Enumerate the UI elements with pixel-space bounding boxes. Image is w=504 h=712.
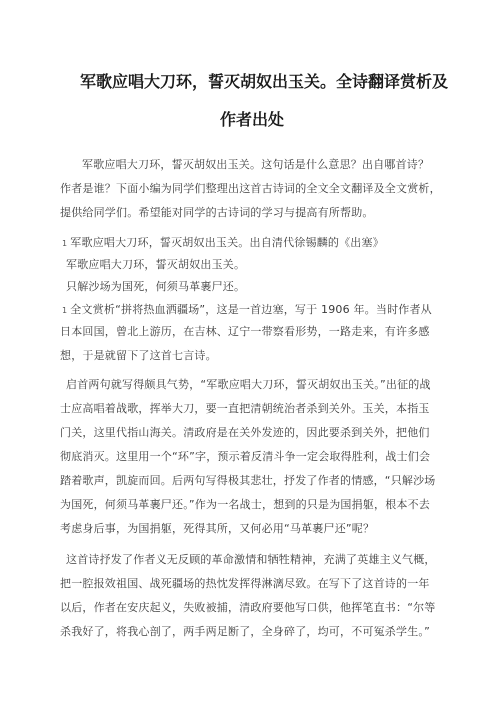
final-line-1: 这首诗抒发了作者义无反顾的革命激情和牺牲精神，充满了英雄主义气概， <box>66 553 436 566</box>
intro-line-3: 提供给同学们。希望能对同学的古诗词的学习与提高有所帮助。 <box>60 206 374 219</box>
analysis-heading-text: 全文赏析“拼将热血洒疆场”，这是一首边塞，写于 1906 年。当时作者从 <box>70 303 432 316</box>
para-line-1: 启首两句就写得颇具气势，“军歌应唱大刀环，誓灭胡奴出玉关。”出征的战 <box>66 378 431 391</box>
analysis-line-3: 想，于是就留下了这首七言诗。 <box>60 349 217 362</box>
section-marker-2: 1 <box>62 306 68 315</box>
section-marker: 1 <box>62 239 68 248</box>
document-title-line-2: 作者出处 <box>219 110 284 129</box>
document-title-line-1: 军歌应唱大刀环，誓灭胡奴出玉关。全诗翻译赏析及 <box>80 72 449 91</box>
final-line-2: 把一腔报效祖国、战死疆场的热忱发挥得淋漓尽致。在写下了这首诗的一年 <box>60 577 430 590</box>
para-line-7: 考虑身后事，为国捐躯，死得其所，又何必用“马革裹尸还”呢？ <box>60 522 375 535</box>
para-line-5: 踏着歌声，凯旋而回。后两句写得极其悲壮，抒发了作者的情感，“只解沙场 <box>60 474 436 487</box>
para-line-4: 彻底消灭。这里用一个“环”字，预示着反清斗争一定会取得胜利，战士们会 <box>60 450 431 463</box>
analysis-line-2: 日本回国，曾北上游历，在吉林、辽宁一带察看形势，一路走来，有许多感 <box>60 325 430 338</box>
intro-line-2: 作者是谁？下面小编为同学们整理出这首古诗词的全文全文翻译及全文赏析， <box>60 182 441 195</box>
source-text: 军歌应唱大刀环，誓灭胡奴出玉关。出自清代徐锡麟的《出塞》 <box>70 236 384 249</box>
source-line <box>62 236 462 251</box>
para-line-2: 士应高唱着战歌，挥举大刀，要一直把清朝统治者杀到关外。玉关，本指玉 <box>60 402 430 415</box>
intro-line-1: 军歌应唱大刀环，誓灭胡奴出玉关。这句话是什么意思？出自哪首诗？ <box>82 158 430 171</box>
para-line-6: 为国死，何须马革裹尸还。”作为一名战士，想到的只是为国捐躯，根本不去 <box>60 498 430 511</box>
poem-line-1: 军歌应唱大刀环，誓灭胡奴出玉关。 <box>66 258 246 271</box>
poem-line-2: 只解沙场为国死，何须马革裹尸还。 <box>66 280 246 293</box>
final-line-3: 以后，作者在安庆起义，失败被捕，清政府要他写口供，他挥笔直书：“尔等 <box>60 601 436 614</box>
final-line-4: 杀我好了，将我心剖了，两手两足断了，全身碎了，均可，不可冤杀学生。” <box>60 625 430 638</box>
para-line-3: 门关，这里代指山海关。清政府是在关外发迹的，因此要杀到关外，把他们 <box>60 426 430 439</box>
analysis-heading-line <box>62 303 462 318</box>
